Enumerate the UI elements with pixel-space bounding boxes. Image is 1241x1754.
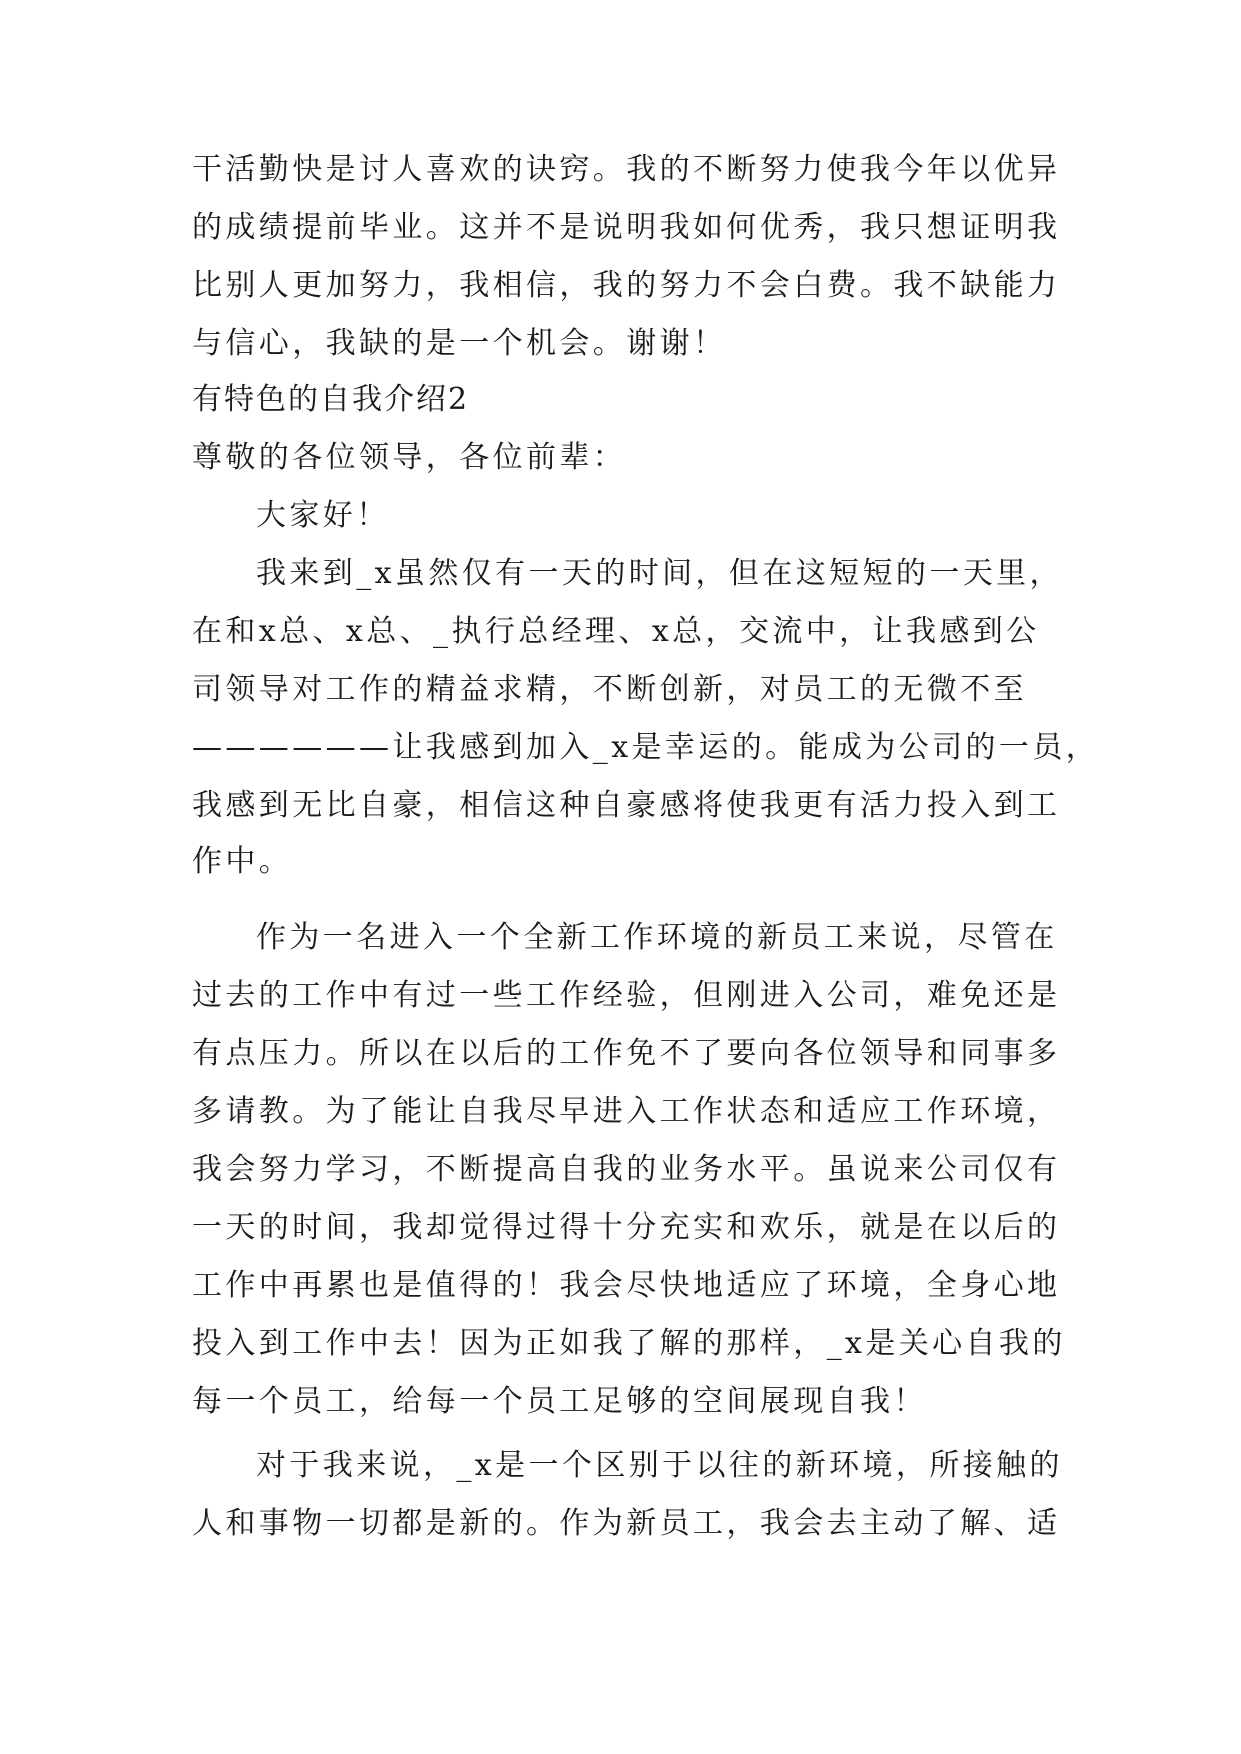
paragraph-line: 在和x总、x总、_执行总经理、x总，交流中，让我感到公 <box>192 614 1040 649</box>
paragraph-line: 对于我来说，_x是一个区别于以往的新环境，所接触的 <box>256 1448 1063 1483</box>
paragraph-line: 的成绩提前毕业。这并不是说明我如何优秀，我只想证明我 <box>192 210 1061 245</box>
paragraph-line: 干活勤快是讨人喜欢的诀窍。我的不断努力使我今年以优异 <box>192 152 1061 187</box>
paragraph-line: 作中。 <box>192 844 293 879</box>
section-heading: 有特色的自我介绍2 <box>192 382 470 417</box>
greeting: 大家好！ <box>256 498 390 533</box>
salutation: 尊敬的各位领导，各位前辈： <box>192 440 627 475</box>
paragraph-line: 每一个员工，给每一个员工足够的空间展现自我！ <box>192 1384 927 1419</box>
paragraph-line: 司领导对工作的精益求精，不断创新，对员工的无微不至 <box>192 672 1027 707</box>
paragraph-line: 比别人更加努力，我相信，我的努力不会白费。我不缺能力 <box>192 268 1061 303</box>
paragraph-line: 我来到_x虽然仅有一天的时间，但在这短短的一天里， <box>256 556 1063 591</box>
paragraph-line: 有点压力。所以在以后的工作免不了要向各位领导和同事多 <box>192 1036 1061 1071</box>
paragraph-line: 工作中再累也是值得的！我会尽快地适应了环境，全身心地 <box>192 1268 1061 1303</box>
paragraph-line: ——————让我感到加入_x是幸运的。能成为公司的一员， <box>192 730 1100 765</box>
paragraph-line: 投入到工作中去！因为正如我了解的那样，_x是关心自我的 <box>192 1326 1066 1361</box>
paragraph-line: 与信心，我缺的是一个机会。谢谢！ <box>192 326 727 361</box>
paragraph-line: 过去的工作中有过一些工作经验，但刚进入公司，难免还是 <box>192 978 1061 1013</box>
paragraph-line: 我感到无比自豪，相信这种自豪感将使我更有活力投入到工 <box>192 788 1061 823</box>
paragraph-line: 多请教。为了能让自我尽早进入工作状态和适应工作环境， <box>192 1094 1061 1129</box>
paragraph-line: 人和事物一切都是新的。作为新员工，我会去主动了解、适 <box>192 1506 1061 1541</box>
paragraph-line: 一天的时间，我却觉得过得十分充实和欢乐，就是在以后的 <box>192 1210 1061 1245</box>
paragraph-line: 作为一名进入一个全新工作环境的新员工来说，尽管在 <box>256 920 1058 955</box>
paragraph-line: 我会努力学习，不断提高自我的业务水平。虽说来公司仅有 <box>192 1152 1061 1187</box>
